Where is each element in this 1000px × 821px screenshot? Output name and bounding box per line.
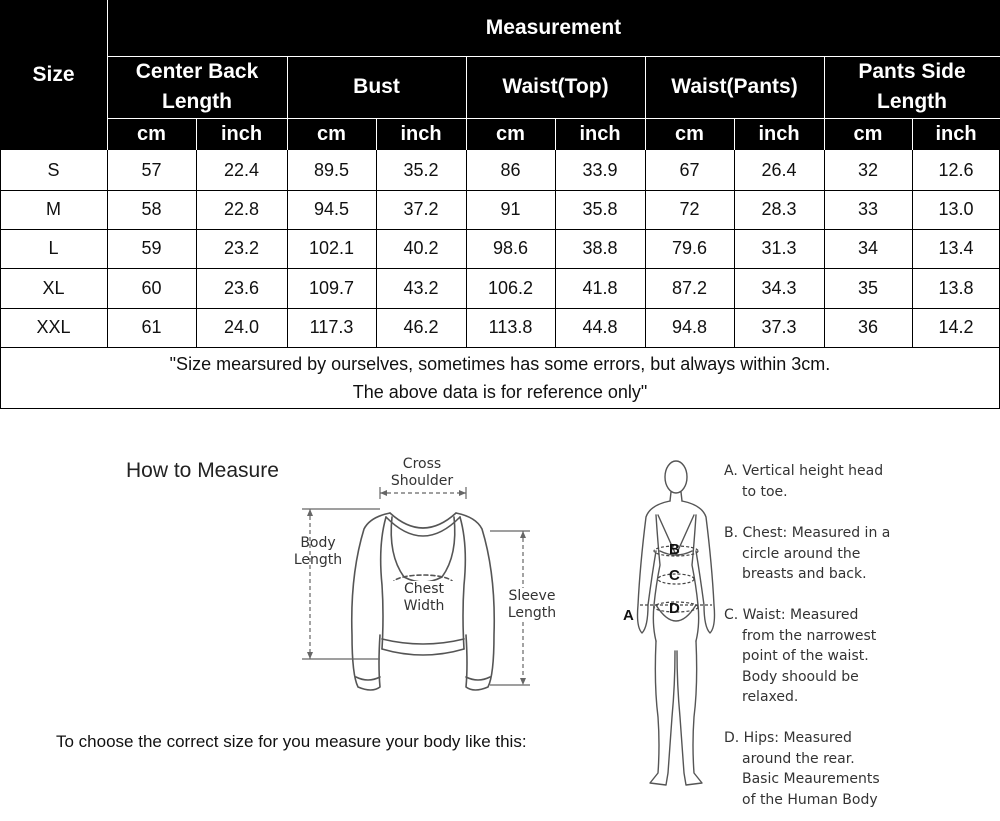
value-cell: 33	[857, 199, 879, 219]
legend-c-line: from the narrowest	[742, 627, 877, 644]
size-cell: XL	[42, 277, 65, 298]
legend-item-b	[724, 523, 1000, 585]
value-cell: 41.8	[582, 277, 618, 298]
value-cell: 14.2	[938, 317, 974, 337]
value-cell: 98.6	[492, 238, 529, 258]
unit-header: inch	[734, 118, 824, 150]
size-cell: S	[47, 159, 60, 180]
measure-instruction: To choose the correct size for you measure your body like this:	[56, 732, 527, 751]
body-label-b: B	[669, 541, 680, 558]
measurement-header: Measurement	[107, 0, 1000, 56]
unit-header: cm	[466, 118, 555, 150]
cross-shoulder-label: Cross Shoulder	[390, 456, 454, 489]
value-cell: 37.3	[761, 317, 797, 337]
value-cell: 43.2	[403, 277, 439, 298]
value-cell: 102.1	[308, 238, 355, 258]
value-cell: 57	[141, 159, 162, 180]
column-header-waist-top: Waist(Top)	[466, 56, 645, 118]
legend-a-first: A. Vertical height head	[724, 463, 884, 479]
legend-item-d	[724, 728, 1000, 810]
unit-header: cm	[645, 118, 734, 150]
size-cell: XXL	[36, 317, 71, 337]
legend-c-first: C. Waist: Measured	[724, 607, 859, 623]
legend-d-line: around the rear.	[742, 750, 855, 767]
chest-width-label: Chest Width	[392, 581, 456, 615]
value-cell: 61	[141, 317, 162, 337]
disclaimer-line-1: "Size mearsured by ourselves, sometimes has some errors, but always within 3cm.	[169, 354, 831, 374]
legend-b-line: circle around the	[742, 545, 861, 562]
value-cell: 72	[679, 199, 700, 219]
value-cell: 24.0	[223, 317, 260, 337]
value-cell: 35.8	[582, 199, 618, 219]
unit-header: cm	[107, 118, 196, 150]
value-cell: 31.3	[761, 238, 797, 258]
body-label-c: C	[669, 567, 680, 584]
value-cell: 40.2	[403, 238, 439, 258]
value-cell: 58	[141, 199, 162, 219]
value-cell: 59	[141, 238, 162, 258]
legend-c-line: point of the waist.	[742, 648, 869, 664]
value-cell: 79.6	[671, 238, 708, 258]
value-cell: 94.5	[313, 199, 350, 219]
value-cell: 12.6	[938, 159, 974, 180]
value-cell: 91	[500, 199, 521, 219]
value-cell: 26.4	[761, 159, 797, 180]
value-cell: 33.9	[582, 159, 618, 180]
value-cell: 35	[857, 277, 879, 298]
legend-a-line: to toe.	[742, 483, 788, 500]
size-chart-table	[0, 0, 1000, 410]
legend-item-a	[724, 461, 1000, 502]
legend-c-line: Body shoould be	[742, 668, 859, 685]
legend-b-line: breasts and back.	[742, 566, 867, 582]
value-cell: 46.2	[403, 317, 439, 337]
value-cell: 35.2	[403, 159, 439, 180]
value-cell: 23.2	[223, 238, 260, 258]
value-cell: 86	[500, 159, 521, 180]
size-column-header: Size	[0, 0, 107, 150]
body-figure-illustration	[620, 455, 720, 795]
legend-d-first: D. Hips: Measured	[724, 730, 852, 746]
garment-measure-illustration	[280, 455, 590, 695]
column-header-pants-side-length: Pants Side Length	[824, 56, 1000, 118]
value-cell: 34	[857, 238, 879, 258]
how-to-measure-title: How to Measure	[126, 459, 279, 482]
value-cell: 32	[857, 159, 879, 180]
value-cell: 87.2	[671, 277, 708, 298]
value-cell: 117.3	[309, 317, 354, 337]
column-header-center-back-length: Center Back Length	[107, 56, 287, 118]
legend-item-c	[724, 605, 1000, 708]
value-cell: 37.2	[403, 199, 439, 219]
value-cell: 94.8	[671, 317, 708, 337]
value-cell: 67	[679, 159, 700, 180]
unit-header: inch	[555, 118, 645, 150]
legend-c-line: relaxed.	[742, 689, 799, 705]
body-label-a: A	[623, 607, 634, 624]
value-cell: 36	[857, 317, 879, 337]
value-cell: 89.5	[313, 159, 350, 180]
legend-d-line: of the Human Body	[742, 791, 878, 808]
sleeve-length-label: Sleeve Length	[500, 588, 564, 622]
column-header-bust: Bust	[287, 56, 466, 118]
value-cell: 113.8	[488, 317, 533, 337]
value-cell: 106.2	[487, 277, 534, 298]
unit-header: cm	[287, 118, 376, 150]
legend-b-first: B. Chest: Measured in a	[724, 525, 891, 541]
value-cell: 22.8	[223, 199, 260, 219]
value-cell: 44.8	[582, 317, 618, 337]
value-cell: 13.8	[938, 277, 974, 298]
body-label-d: D	[669, 600, 680, 617]
unit-header: inch	[196, 118, 287, 150]
unit-header: cm	[824, 118, 912, 150]
value-cell: 22.4	[223, 159, 260, 180]
disclaimer-line-2: The above data is for reference only"	[352, 382, 648, 402]
unit-header: inch	[376, 118, 466, 150]
size-cell: M	[46, 199, 61, 219]
size-cell: L	[48, 238, 59, 258]
value-cell: 13.0	[938, 199, 974, 219]
value-cell: 38.8	[582, 238, 618, 258]
body-length-label: Body Length	[293, 535, 343, 568]
value-cell: 34.3	[761, 277, 797, 298]
value-cell: 23.6	[223, 277, 260, 298]
unit-header: inch	[912, 118, 1000, 150]
value-cell: 109.7	[308, 277, 355, 298]
legend-d-line: Basic Meaurements	[742, 771, 880, 787]
column-header-waist-pants: Waist(Pants)	[645, 56, 824, 118]
value-cell: 60	[141, 277, 162, 298]
value-cell: 28.3	[761, 199, 797, 219]
value-cell: 13.4	[938, 238, 974, 258]
